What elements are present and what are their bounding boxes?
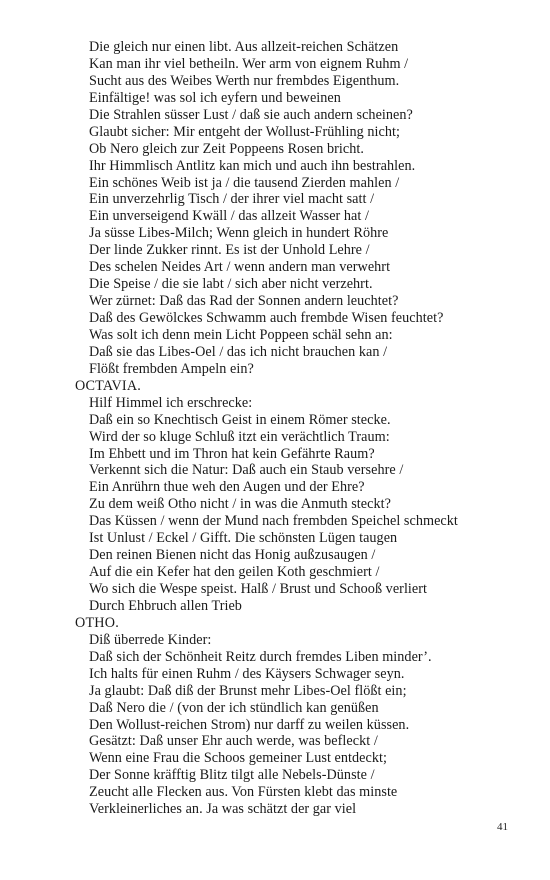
- verse-line: Ein Anrührn thue weh den Augen und der Ehre?: [89, 479, 365, 496]
- verse-line: Glaubt sicher: Mir entgeht der Wollust-Frühling nicht;: [89, 123, 401, 140]
- verse-line: Durch Ehbruch allen Trieb: [89, 597, 242, 614]
- verse-line: Daß sich der Schönheit Reitz durch fremdes Liben minder’.: [89, 648, 432, 665]
- verse-line: Wenn eine Frau die Schoos gemeiner Lust entdeckt;: [89, 750, 387, 767]
- verse-line: Wo sich die Wespe speist. Halß / Brust und Schooß verliert: [89, 581, 428, 597]
- verse-line: Verkleinerliches an. Ja was schätzt der gar viel: [89, 801, 357, 818]
- page-number: 41: [497, 821, 508, 833]
- verse-line: Den Wollust-reichen Strom) nur darff zu weilen küssen.: [89, 716, 410, 733]
- verse-line: Daß Nero die / (von der ich stündlich kan genüßen: [89, 699, 379, 716]
- verse-line: Flößt frembden Ampeln ein?: [89, 360, 254, 377]
- verse-line: Ich halts für einen Ruhm / des Käysers Schwager seyn.: [89, 665, 405, 682]
- verse-line: Was solt ich denn mein Licht Poppeen schäl sehn an:: [89, 326, 393, 343]
- verse-line: Zu dem weiß Otho nicht / in was die Anmuth steckt?: [89, 496, 391, 513]
- verse-line: Die Strahlen süsser Lust / daß sie auch andern scheinen?: [89, 106, 413, 123]
- verse-line: Daß ein so Knechtisch Geist in einem Römer stecke.: [89, 411, 391, 428]
- drama-text-block: [75, 39, 545, 818]
- verse-line: Ein unverzehrlig Tisch / der ihrer viel macht satt /: [89, 191, 375, 208]
- speaker-name: OTHO.: [75, 614, 119, 631]
- verse-line: Ist Unlust / Eckel / Gifft. Die schönsten Lügen taugen: [89, 530, 398, 547]
- verse-line: Des schelen Neides Art / wenn andern man verwehrt: [89, 259, 391, 276]
- verse-line: Wer zürnet: Daß das Rad der Sonnen andern leuchtet?: [89, 293, 399, 310]
- verse-line: Ein unverseigend Kwäll / das allzeit Wasser hat /: [89, 208, 369, 225]
- verse-line: Hilf Himmel ich erschrecke:: [89, 394, 253, 411]
- speaker-name: OCTAVIA.: [75, 377, 142, 394]
- verse-line: Ja süsse Libes-Milch; Wenn gleich in hundert Röhre: [89, 225, 389, 242]
- verse-line: Daß sie das Libes-Oel / das ich nicht brauchen kan /: [89, 343, 388, 360]
- verse-line: Wird der so kluge Schluß itzt ein verächtlich Traum:: [89, 428, 390, 445]
- verse-line: Zeucht alle Flecken aus. Von Fürsten klebt das minste: [89, 784, 398, 801]
- verse-line: Das Küssen / wenn der Mund nach frembden Speichel schmeckt: [89, 513, 458, 530]
- verse-line: Kan man ihr viel betheiln. Wer arm von eignem Ruhm /: [89, 55, 409, 72]
- verse-line: Der linde Zukker rinnt. Es ist der Unhold Lehre /: [89, 242, 370, 259]
- verse-line: Verkennt sich die Natur: Daß auch ein Staub versehre /: [89, 462, 404, 479]
- verse-line: Sucht aus des Weibes Werth nur frembdes Eigenthum.: [89, 72, 400, 89]
- verse-line: Die Speise / die sie labt / sich aber nicht verzehrt.: [89, 276, 373, 293]
- verse-line: Ja glaubt: Daß diß der Brunst mehr Libes-Oel flößt ein;: [89, 682, 407, 699]
- verse-line: Daß des Gewölckes Schwamm auch frembde Wisen feuchtet?: [89, 310, 444, 326]
- verse-line: Einfältige! was sol ich eyfern und beweinen: [89, 89, 341, 106]
- verse-line: Im Ehbett und im Thron hat kein Gefährte Raum?: [89, 445, 375, 462]
- verse-line: Gesätzt: Daß unser Ehr auch werde, was befleckt /: [89, 733, 378, 750]
- verse-line: Ob Nero gleich zur Zeit Poppeens Rosen bricht.: [89, 140, 364, 157]
- verse-line: Die gleich nur einen libt. Aus allzeit-reichen Schätzen: [89, 39, 399, 55]
- verse-line: Ihr Himmlisch Antlitz kan mich und auch ihn bestrahlen.: [89, 157, 416, 174]
- verse-line: Der Sonne kräfftig Blitz tilgt alle Nebels-Dünste /: [89, 767, 375, 784]
- verse-line: Den reinen Bienen nicht das Honig außzusaugen /: [89, 547, 376, 564]
- verse-line: Auf die ein Kefer hat den geilen Koth geschmiert /: [89, 564, 380, 581]
- verse-line: Diß überrede Kinder:: [89, 631, 212, 648]
- verse-line: Ein schönes Weib ist ja / die tausend Zierden mahlen /: [89, 174, 400, 191]
